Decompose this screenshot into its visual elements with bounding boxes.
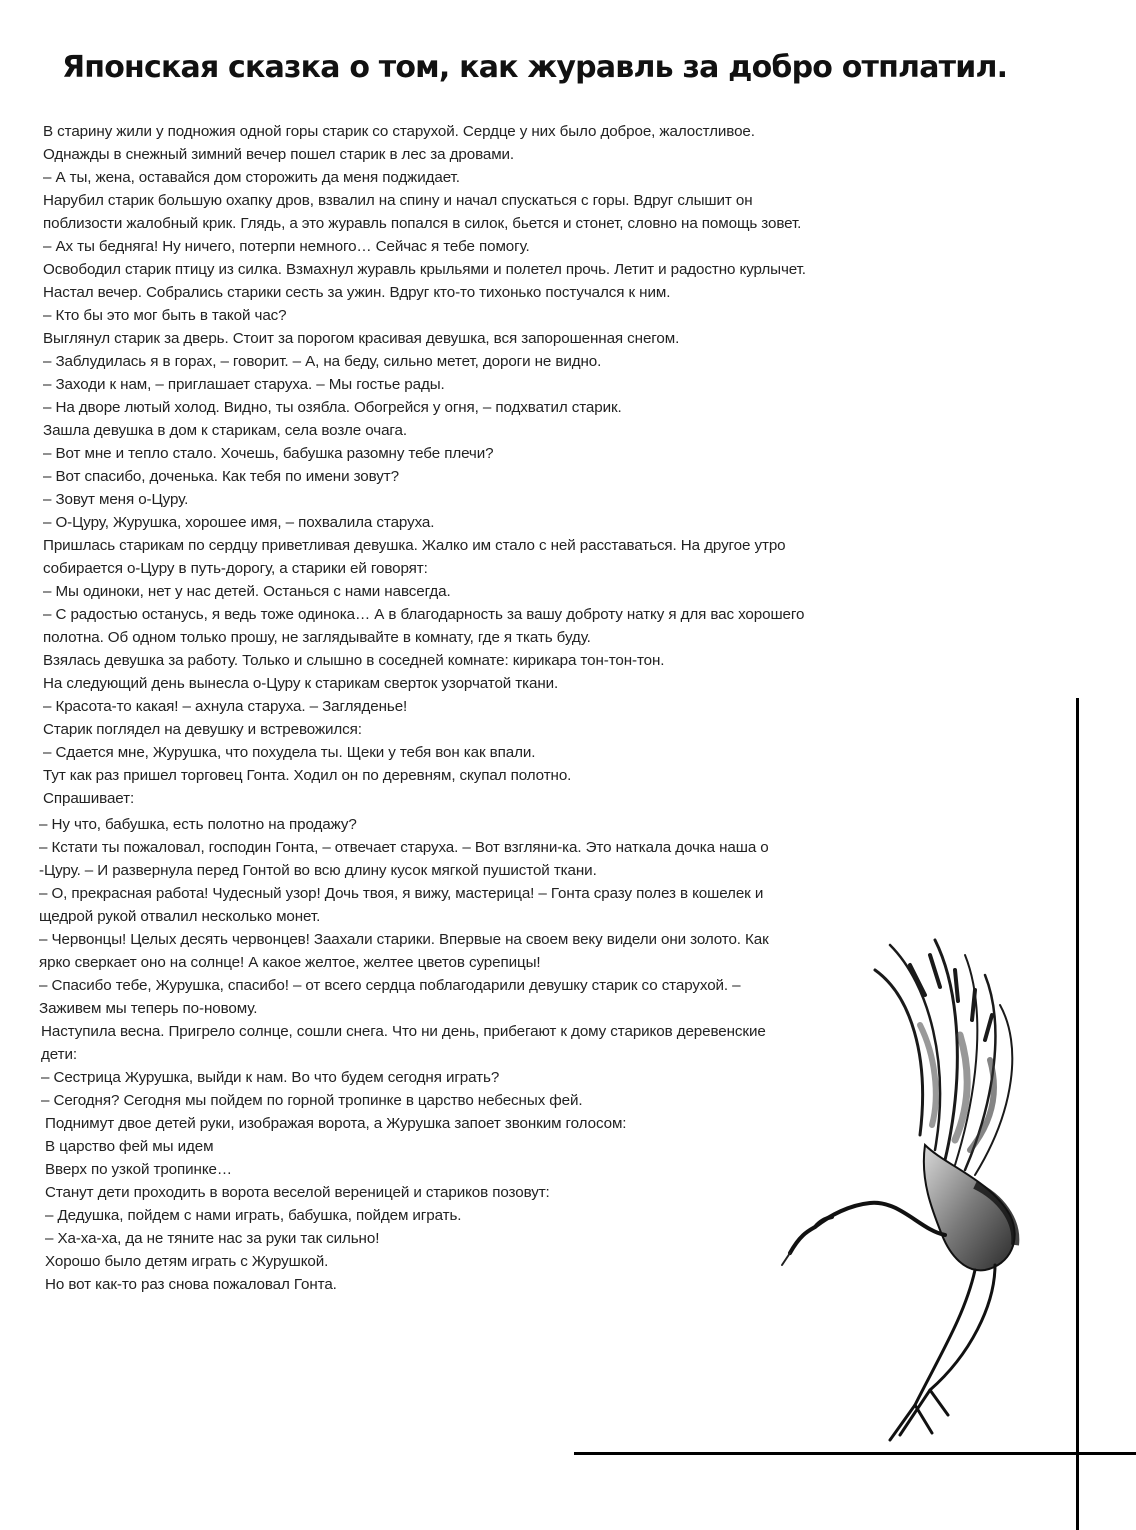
page-title: Японская сказка о том, как журавль за добро отплатил.	[62, 50, 1008, 85]
story-line: – Сестрица Журушка, выйди к нам. Во что будем сегодня играть?	[41, 1069, 500, 1086]
story-line: – Кстати ты пожаловал, господин Гонта, – отвечает старуха. – Вот взгляни-ка. Это наткала дочка наша о	[39, 839, 769, 856]
story-line: – Заходи к нам, – приглашает старуха. – Мы гостье рады.	[43, 376, 445, 393]
crane-legs	[890, 1265, 995, 1440]
story-line: Спрашивает:	[43, 790, 135, 807]
story-line: – Заблудилась я в горах, – говорит. – А, на беду, сильно метет, дороги не видно.	[43, 353, 602, 370]
crane-wings	[875, 940, 1012, 1175]
story-line: Но вот как-то раз снова пожаловал Гонта.	[45, 1276, 337, 1293]
story-line: – С радостью останусь, я ведь тоже одинока… А в благодарность за вашу доброту натку я для вас хорошего	[43, 606, 805, 623]
story-line: щедрой рукой отвалил несколько монет.	[39, 908, 321, 925]
story-line: поблизости жалобный крик. Глядь, а это журавль попался в силок, бьется и стонет, словно на помощь зовет.	[43, 215, 802, 232]
story-line: Наступила весна. Пригрело солнце, сошли снега. Что ни день, прибегают к дому стариков деревенские	[41, 1023, 766, 1040]
story-line: – Сегодня? Сегодня мы пойдем по горной тропинке в царство небесных фей.	[41, 1092, 583, 1109]
crane-neck	[815, 1203, 945, 1235]
story-line: – Ха-ха-ха, да не тяните нас за руки так сильно!	[45, 1230, 380, 1247]
story-line: Однажды в снежный зимний вечер пошел старик в лес за дровами.	[43, 146, 515, 163]
story-line: полотна. Об одном только прошу, не заглядывайте в комнату, где я ткать буду.	[43, 629, 591, 646]
story-line: – Червонцы! Целых десять червонцев! Заахали старики. Впервые на своем веку видели они золото. Как	[39, 931, 769, 948]
crane-illustration	[760, 935, 1130, 1445]
story-line: – Ах ты бедняга! Ну ничего, потерпи немного… Сейчас я тебе помогу.	[43, 238, 530, 255]
story-line: Заживем мы теперь по-новому.	[39, 1000, 258, 1017]
frame-horizontal-line	[574, 1452, 1136, 1455]
story-line: -Цуру. – И развернула перед Гонтой во всю длину кусок мягкой пушистой ткани.	[39, 862, 597, 879]
story-line: – Сдается мне, Журушка, что похудела ты. Щеки у тебя вон как впали.	[43, 744, 536, 761]
story-line: – О-Цуру, Журушка, хорошее имя, – похвалила старуха.	[43, 514, 435, 531]
story-line: – А ты, жена, оставайся дом сторожить да меня поджидает.	[43, 169, 460, 186]
story-line: Старик поглядел на девушку и встревожился:	[43, 721, 362, 738]
story-line: – Дедушка, пойдем с нами играть, бабушка, пойдем играть.	[45, 1207, 462, 1224]
story-line: Нарубил старик большую охапку дров, взвалил на спину и начал спускаться с горы. Вдруг слышит он	[43, 192, 753, 209]
story-line: В царство фей мы идем	[45, 1138, 214, 1155]
story-line: – Мы одиноки, нет у нас детей. Останься с нами навсегда.	[43, 583, 451, 600]
story-line: – О, прекрасная работа! Чудесный узор! Дочь твоя, я вижу, мастерица! – Гонта сразу полез в кошелек и	[39, 885, 764, 902]
story-line: В старину жили у подножия одной горы старик со старухой. Сердце у них было доброе, жалостливое.	[43, 123, 755, 140]
story-line: Взялась девушка за работу. Только и слышно в соседней комнате: кирикара тон-тон-тон.	[43, 652, 665, 669]
story-line: – Зовут меня о-Цуру.	[43, 491, 189, 508]
story-line: Поднимут двое детей руки, изображая ворота, а Журушка запоет звонким голосом:	[45, 1115, 627, 1132]
story-line: Настал вечер. Собрались старики сесть за ужин. Вдруг кто-то тихонько постучался к ним.	[43, 284, 671, 301]
crane-head	[790, 1217, 832, 1253]
story-line: Выглянул старик за дверь. Стоит за порогом красивая девушка, вся запорошенная снегом.	[43, 330, 680, 347]
story-line: Освободил старик птицу из силка. Взмахнул журавль крыльями и полетел прочь. Летит и радостно курлычет.	[43, 261, 806, 278]
story-line: Тут как раз пришел торговец Гонта. Ходил он по деревням, скупал полотно.	[43, 767, 572, 784]
story-line: – Вот спасибо, доченька. Как тебя по имени зовут?	[43, 468, 399, 485]
story-line: – На дворе лютый холод. Видно, ты озябла. Обогрейся у огня, – подхватил старик.	[43, 399, 622, 416]
story-line: собирается о-Цуру в путь-дорогу, а старики ей говорят:	[43, 560, 428, 577]
story-line: Хорошо было детям играть с Журушкой.	[45, 1253, 329, 1270]
story-line: – Красота-то какая! – ахнула старуха. – Загляденье!	[43, 698, 408, 715]
story-line: дети:	[41, 1046, 77, 1063]
story-line: Вверх по узкой тропинке…	[45, 1161, 232, 1178]
story-line: ярко сверкает оно на солнце! А какое желтое, желтее цветов сурепицы!	[39, 954, 541, 971]
story-line: Станут дети проходить в ворота веселой вереницей и стариков позовут:	[45, 1184, 550, 1201]
story-line: – Спасибо тебе, Журушка, спасибо! – от всего сердца поблагодарили девушку старик со старухой. –	[39, 977, 741, 994]
story-line: – Вот мне и тепло стало. Хочешь, бабушка разомну тебе плечи?	[43, 445, 494, 462]
story-line: – Кто бы это мог быть в такой час?	[43, 307, 287, 324]
story-line: На следующий день вынесла о-Цуру к старикам сверток узорчатой ткани.	[43, 675, 559, 692]
story-line: – Ну что, бабушка, есть полотно на продажу?	[39, 816, 357, 833]
story-line: Пришлась старикам по сердцу приветливая девушка. Жалко им стало с ней расставаться. На другое утро	[43, 537, 786, 554]
story-line: Зашла девушка в дом к старикам, села возле очага.	[43, 422, 407, 439]
